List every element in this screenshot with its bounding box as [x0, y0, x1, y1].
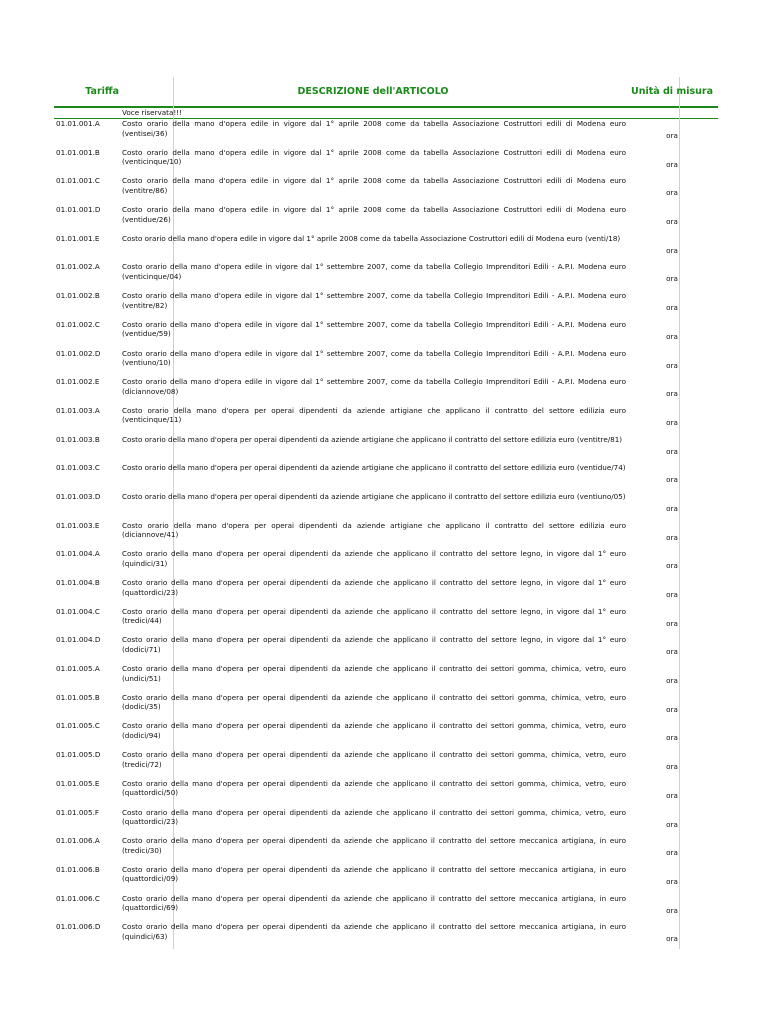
tariff-code: 01.01.004.D: [56, 635, 101, 645]
unit-of-measure: ora: [666, 331, 678, 341]
article-description: Costo orario della mano d'opera edile in vigore dal 1° aprile 2008 come da tabella Associazione Costruttori edili di Modena euro (venti/18): [122, 233, 621, 243]
article-description: Costo orario della mano d'opera edile in vigore dal 1° aprile 2008 come da tabella Associazione Costruttori edili di Modena euro (venticinque/10): [122, 147, 626, 167]
table-row: [54, 435, 718, 464]
price-list-table: [54, 77, 718, 951]
unit-of-measure: ora: [666, 446, 678, 456]
tariff-code: 01.01.003.A: [56, 405, 100, 415]
tariff-code: 01.01.005.B: [56, 692, 100, 702]
unit-of-measure: ora: [666, 905, 678, 915]
table-row: [54, 808, 718, 837]
article-description: Costo orario della mano d'opera edile in vigore dal 1° aprile 2008 come da tabella Associazione Costruttori edili di Modena euro (ventidue/26): [122, 205, 626, 224]
table-header: [54, 77, 718, 106]
table-row: [54, 693, 718, 722]
table-row: [54, 291, 718, 320]
tariff-code: 01.01.003.B: [56, 434, 100, 444]
unit-of-measure: ora: [666, 274, 678, 284]
tariff-code: 01.01.006.B: [56, 864, 100, 874]
article-description: Costo orario della mano d'opera per operai dipendenti da aziende che applicano il contratto del settore meccanica artigiana, in euro (quattordici/09): [122, 864, 626, 884]
table-row: [54, 262, 718, 291]
article-description: Costo orario della mano d'opera per operai dipendenti da aziende che applicano il contratto dei settori gomma, chimica, vetro, euro (dodici/35): [122, 692, 626, 712]
tariff-code: 01.01.002.B: [56, 291, 100, 301]
tariff-code: 01.01.005.C: [56, 721, 100, 731]
unit-of-measure: ora: [666, 590, 678, 599]
table-row: [54, 578, 718, 607]
unit-of-measure: ora: [666, 475, 678, 485]
table-row: [54, 349, 718, 378]
tariff-code: 01.01.001.D: [56, 205, 101, 215]
unit-of-measure: ora: [666, 876, 678, 886]
table-row: [54, 463, 718, 492]
article-description: Costo orario della mano d'opera edile in vigore dal 1° settembre 2007, come da tabella Collegio Imprenditori Edili - A.P.I. Modena euro (diciannove/08): [122, 377, 626, 396]
tariff-code: 01.01.004.A: [56, 549, 100, 559]
tariff-code: 01.01.006.C: [56, 893, 100, 903]
unit-of-measure: ora: [666, 532, 678, 542]
article-description: Costo orario della mano d'opera per operai dipendenti da aziende che applicano il contratto del settore legno, in vigore dal 1° euro (quattordici/23): [122, 578, 626, 597]
table-row: [54, 635, 718, 664]
header-tariffa: Tariffa: [85, 86, 119, 97]
unit-of-measure: ora: [666, 704, 678, 714]
table-row: [54, 234, 718, 263]
tariff-code: 01.01.001.A: [56, 119, 100, 128]
table-row: [54, 521, 718, 550]
tariff-code: 01.01.002.A: [56, 262, 100, 272]
table-row: [54, 836, 718, 865]
table-row: [54, 377, 718, 406]
header-unita: Unità di misura: [630, 86, 714, 97]
table-row: [54, 922, 718, 951]
article-description: Costo orario della mano d'opera per operai dipendenti da aziende artigiane che applicano il contratto del settore edilizia euro (ventidue/74): [122, 463, 626, 473]
article-description: Costo orario della mano d'opera per operai dipendenti da aziende che applicano il contratto del settore meccanica artigiana, in euro (quattordici/69): [122, 893, 626, 913]
article-description: Costo orario della mano d'opera edile in vigore dal 1° settembre 2007, come da tabella Collegio Imprenditori Edili - A.P.I. Modena euro (ventidue/59): [122, 319, 626, 339]
article-description: Costo orario della mano d'opera per operai dipendenti da aziende che applicano il contratto dei settori gomma, chimica, vetro, euro (quattordici/23): [122, 807, 626, 826]
article-description: Costo orario della mano d'opera per operai dipendenti da aziende artigiane che applicano il contratto del settore edilizia euro (diciannove/41): [122, 520, 626, 540]
unit-of-measure: ora: [666, 647, 678, 657]
tariff-code: 01.01.005.E: [56, 778, 100, 788]
table-body: [54, 119, 718, 951]
article-description: Costo orario della mano d'opera per operai dipendenti da aziende che applicano il contratto dei settori gomma, chimica, vetro, euro (dodici/94): [122, 721, 626, 740]
article-description: Costo orario della mano d'opera per operai dipendenti da aziende che applicano il contratto del settore legno, in vigore dal 1° euro (dodici/71): [122, 635, 626, 654]
tariff-code: 01.01.003.D: [56, 491, 101, 501]
unit-of-measure: ora: [666, 131, 678, 140]
unit-of-measure: ora: [666, 848, 678, 858]
table-row: [54, 607, 718, 636]
tariff-code: 01.01.005.A: [56, 664, 100, 674]
tariff-code: 01.01.005.D: [56, 750, 101, 760]
unit-of-measure: ora: [666, 245, 678, 255]
article-description: Costo orario della mano d'opera per operai dipendenti da aziende che applicano il contratto dei settori gomma, chimica, vetro, euro (tredici/72): [122, 750, 626, 769]
tariff-code: 01.01.001.C: [56, 176, 100, 186]
unit-of-measure: ora: [666, 819, 678, 829]
tariff-code: 01.01.004.C: [56, 606, 100, 616]
table-row: [54, 320, 718, 349]
reserved-note: Voce riservata!!!: [122, 108, 183, 117]
article-description: Costo orario della mano d'opera per operai dipendenti da aziende che applicano il contratto del settore legno, in vigore dal 1° euro (quindici/31): [122, 549, 626, 568]
table-row: [54, 721, 718, 750]
table-row: [54, 664, 718, 693]
unit-of-measure: ora: [666, 790, 678, 800]
unit-of-measure: ora: [666, 159, 678, 169]
unit-of-measure: ora: [666, 561, 678, 571]
tariff-code: 01.01.001.B: [56, 147, 100, 157]
header-descrizione: DESCRIZIONE dell'ARTICOLO: [297, 86, 449, 97]
table-row: [54, 549, 718, 578]
unit-of-measure: ora: [666, 188, 678, 198]
article-description: Costo orario della mano d'opera per operai dipendenti da aziende artigiane che applicano il contratto del settore edilizia euro (venticinque/11): [122, 405, 626, 425]
table-row: [54, 205, 718, 234]
unit-of-measure: ora: [666, 733, 678, 743]
table-row: [54, 894, 718, 923]
article-description: Costo orario della mano d'opera per operai dipendenti da aziende che applicano il contratto del settore meccanica artigiana, in euro (quindici/63): [122, 922, 626, 941]
table-row: [54, 865, 718, 894]
table-row: [54, 779, 718, 808]
table-row: [54, 119, 718, 148]
unit-of-measure: ora: [666, 360, 678, 370]
table-row: [54, 492, 718, 521]
tariff-code: 01.01.004.B: [56, 578, 100, 587]
unit-of-measure: ora: [666, 762, 678, 772]
article-description: Costo orario della mano d'opera edile in vigore dal 1° aprile 2008 come da tabella Associazione Costruttori edili di Modena euro (ventitre/86): [122, 176, 626, 195]
unit-of-measure: ora: [666, 503, 678, 513]
article-description: Costo orario della mano d'opera edile in vigore dal 1° aprile 2008 come da tabella Associazione Costruttori edili di Modena euro (ventisei/36): [122, 119, 626, 138]
unit-of-measure: ora: [666, 217, 678, 227]
tariff-code: 01.01.005.F: [56, 807, 99, 817]
article-description: Costo orario della mano d'opera per operai dipendenti da aziende che applicano il contratto dei settori gomma, chimica, vetro, euro (undici/51): [122, 664, 626, 683]
tariff-code: 01.01.003.C: [56, 463, 100, 473]
tariff-code: 01.01.001.E: [56, 233, 100, 243]
table-row: [54, 750, 718, 779]
tariff-code: 01.01.006.A: [56, 836, 100, 846]
article-description: Costo orario della mano d'opera edile in vigore dal 1° settembre 2007, come da tabella Collegio Imprenditori Edili - A.P.I. Modena euro (ventiuno/10): [122, 348, 626, 367]
article-description: Costo orario della mano d'opera per operai dipendenti da aziende artigiane che applicano il contratto del settore edilizia euro (ventitre/81): [122, 434, 623, 444]
unit-of-measure: ora: [666, 618, 678, 628]
article-description: Costo orario della mano d'opera per operai dipendenti da aziende artigiane che applicano il contratto del settore edilizia euro (ventiuno/05): [122, 491, 626, 501]
tariff-code: 01.01.002.C: [56, 319, 100, 329]
unit-of-measure: ora: [666, 676, 678, 686]
table-row: [54, 406, 718, 435]
unit-of-measure: ora: [666, 417, 678, 427]
article-description: Costo orario della mano d'opera per operai dipendenti da aziende che applicano il contratto del settore meccanica artigiana, in euro (tredici/30): [122, 836, 626, 855]
article-description: Costo orario della mano d'opera per operai dipendenti da aziende che applicano il contratto del settore legno, in vigore dal 1° euro (tredici/44): [122, 606, 626, 626]
tariff-code: 01.01.002.E: [56, 377, 100, 387]
unit-of-measure: ora: [666, 303, 678, 313]
tariff-code: 01.01.003.E: [56, 520, 100, 530]
table-row: [54, 148, 718, 177]
tariff-code: 01.01.006.D: [56, 922, 101, 932]
reserved-note-row: [54, 108, 718, 117]
table-row: [54, 176, 718, 205]
unit-of-measure: ora: [666, 934, 678, 944]
article-description: Costo orario della mano d'opera edile in vigore dal 1° settembre 2007, come da tabella Collegio Imprenditori Edili - A.P.I. Modena euro (venticinque/04): [122, 262, 626, 281]
article-description: Costo orario della mano d'opera per operai dipendenti da aziende che applicano il contratto dei settori gomma, chimica, vetro, euro (quattordici/50): [122, 778, 626, 798]
article-description: Costo orario della mano d'opera edile in vigore dal 1° settembre 2007, come da tabella Collegio Imprenditori Edili - A.P.I. Modena euro (ventitre/82): [122, 291, 626, 310]
tariff-code: 01.01.002.D: [56, 348, 101, 358]
unit-of-measure: ora: [666, 389, 678, 399]
